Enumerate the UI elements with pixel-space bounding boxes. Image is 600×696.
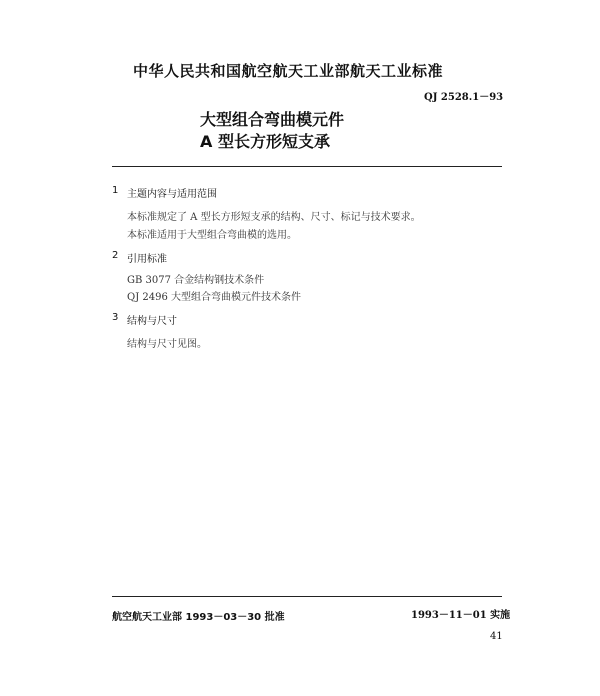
- footer-divider: [112, 596, 502, 597]
- page-number: 41: [490, 631, 503, 642]
- header-divider: [112, 166, 502, 167]
- section-3-line-1: 结构与尺寸见图。: [127, 339, 207, 350]
- section-2-title: 引用标准: [127, 254, 167, 265]
- approval-date: 航空航天工业部 1993－03－30 批准: [112, 612, 285, 623]
- document-title-line-2: A 型长方形短支承: [200, 132, 330, 151]
- issuing-organization: 中华人民共和国航空航天工业部航天工业标准: [133, 62, 444, 80]
- section-2-line-1: GB 3077 合金结构钢技术条件: [127, 275, 265, 286]
- section-1-line-2: 本标准适用于大型组合弯曲模的选用。: [127, 230, 297, 241]
- section-3-title: 结构与尺寸: [127, 316, 177, 327]
- document-title-line-1: 大型组合弯曲模元件: [200, 110, 345, 129]
- section-1-line-1: 本标准规定了 A 型长方形短支承的结构、尺寸、标记与技术要求。: [127, 212, 421, 223]
- section-2-number: 2: [112, 250, 119, 261]
- standard-code: QJ 2528.1－93: [424, 92, 504, 103]
- section-3-number: 3: [112, 312, 119, 323]
- effective-date: 1993－11－01 实施: [411, 610, 511, 621]
- section-2-line-2: QJ 2496 大型组合弯曲模元件技术条件: [127, 292, 302, 303]
- section-1-number: 1: [112, 185, 119, 196]
- section-1-title: 主题内容与适用范围: [127, 189, 217, 200]
